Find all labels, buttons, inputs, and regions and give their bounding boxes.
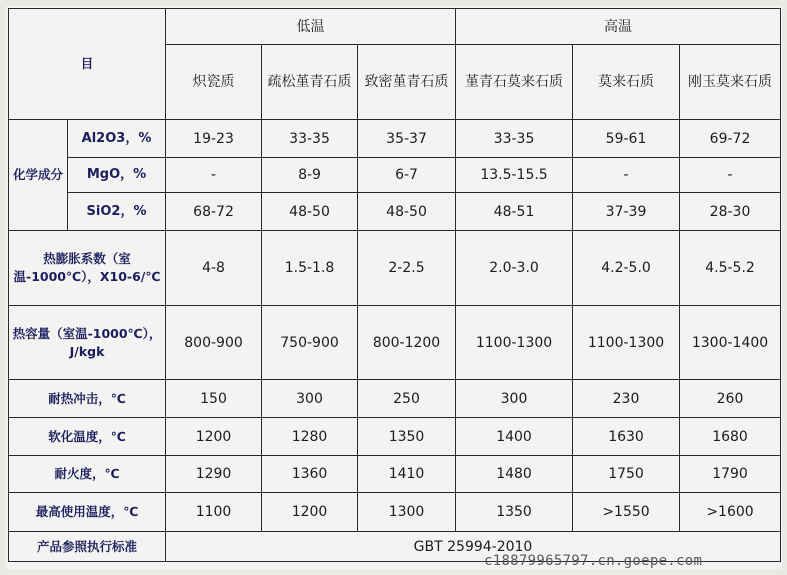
table-row — [9, 418, 781, 456]
table-cell: 800-1200 — [358, 306, 456, 380]
column-header: 疏松堇青石质 — [262, 45, 358, 120]
column-header: 莫来石质 — [573, 45, 680, 120]
table-cell: 6-7 — [358, 158, 456, 193]
table-cell: 300 — [262, 380, 358, 418]
table-cell: 1100-1300 — [573, 306, 680, 380]
table-cell: 250 — [358, 380, 456, 418]
table-cell: 1680 — [680, 418, 781, 456]
column-header: 炽瓷质 — [166, 45, 262, 120]
table-cell: >1600 — [680, 493, 781, 532]
table-cell: 750-900 — [262, 306, 358, 380]
table-cell: 2-2.5 — [358, 231, 456, 306]
table-row — [9, 306, 781, 380]
table-cell: 1200 — [262, 493, 358, 532]
table-row — [9, 231, 781, 306]
column-header: 刚玉莫来石质 — [680, 45, 781, 120]
row-label: 最高使用温度，℃ — [9, 493, 166, 532]
table-cell: 1350 — [358, 418, 456, 456]
table-cell: 13.5-15.5 — [456, 158, 573, 193]
table-cell: 48-51 — [456, 193, 573, 231]
table-cell: 48-50 — [358, 193, 456, 231]
table-cell: 1290 — [166, 456, 262, 493]
table-cell: 1350 — [456, 493, 573, 532]
table-cell: 69-72 — [680, 120, 781, 158]
row-label: 热容量（室温-1000℃），J/kgk — [9, 306, 166, 380]
table-cell: 33-35 — [262, 120, 358, 158]
watermark: c18879965797.cn.goepe.com — [484, 553, 703, 569]
table-row — [9, 193, 781, 231]
ceramic-properties-table — [8, 8, 781, 562]
row-label: 耐热冲击，℃ — [9, 380, 166, 418]
row-label: MgO，% — [68, 158, 166, 193]
table-cell: 800-900 — [166, 306, 262, 380]
table-cell: 19-23 — [166, 120, 262, 158]
table-cell: 1630 — [573, 418, 680, 456]
standard-label: 产品参照执行标准 — [9, 532, 166, 562]
table-cell: 68-72 — [166, 193, 262, 231]
table-cell: 1280 — [262, 418, 358, 456]
table-cell: 230 — [573, 380, 680, 418]
table-cell: 4.2-5.0 — [573, 231, 680, 306]
table-cell: 28-30 — [680, 193, 781, 231]
table-cell: 1360 — [262, 456, 358, 493]
table-cell: 150 — [166, 380, 262, 418]
row-label: SiO2，% — [68, 193, 166, 231]
row-label: 耐火度，℃ — [9, 456, 166, 493]
row-label: 热膨胀系数（室温-1000℃），X10-6/℃ — [9, 231, 166, 306]
table-cell: 33-35 — [456, 120, 573, 158]
table-cell: >1550 — [573, 493, 680, 532]
table-cell: 4.5-5.2 — [680, 231, 781, 306]
table-cell: 1300 — [358, 493, 456, 532]
table-cell: 300 — [456, 380, 573, 418]
table-cell: 35-37 — [358, 120, 456, 158]
low-temp-group-header: 低温 — [166, 9, 456, 45]
table-cell: - — [166, 158, 262, 193]
document-page — [6, 6, 782, 569]
table-cell: 37-39 — [573, 193, 680, 231]
composition-group-label: 化学成分 — [9, 120, 68, 231]
table-cell: 1100 — [166, 493, 262, 532]
table-cell: - — [573, 158, 680, 193]
table-row — [9, 380, 781, 418]
standard-value: GBT 25994-2010 — [166, 532, 781, 562]
table-cell: 2.0-3.0 — [456, 231, 573, 306]
table-row — [9, 456, 781, 493]
high-temp-group-header: 高温 — [456, 9, 781, 45]
table-cell: 1480 — [456, 456, 573, 493]
table-cell: 1100-1300 — [456, 306, 573, 380]
item-header: 目 — [9, 9, 166, 120]
column-header: 致密堇青石质 — [358, 45, 456, 120]
row-label: 软化温度，℃ — [9, 418, 166, 456]
table-cell: 1750 — [573, 456, 680, 493]
table-cell: 1410 — [358, 456, 456, 493]
table-cell: 1790 — [680, 456, 781, 493]
table-cell: 48-50 — [262, 193, 358, 231]
table-cell: 59-61 — [573, 120, 680, 158]
table-cell: 260 — [680, 380, 781, 418]
table-row — [9, 158, 781, 193]
table-cell: 1300-1400 — [680, 306, 781, 380]
header-row-groups — [9, 9, 781, 45]
table-row — [9, 493, 781, 532]
table-row — [9, 120, 781, 158]
table-cell: 4-8 — [166, 231, 262, 306]
table-cell: 1.5-1.8 — [262, 231, 358, 306]
row-label: Al2O3，% — [68, 120, 166, 158]
table-cell: - — [680, 158, 781, 193]
table-cell: 1400 — [456, 418, 573, 456]
table-cell: 8-9 — [262, 158, 358, 193]
column-header: 堇青石莫来石质 — [456, 45, 573, 120]
table-cell: 1200 — [166, 418, 262, 456]
